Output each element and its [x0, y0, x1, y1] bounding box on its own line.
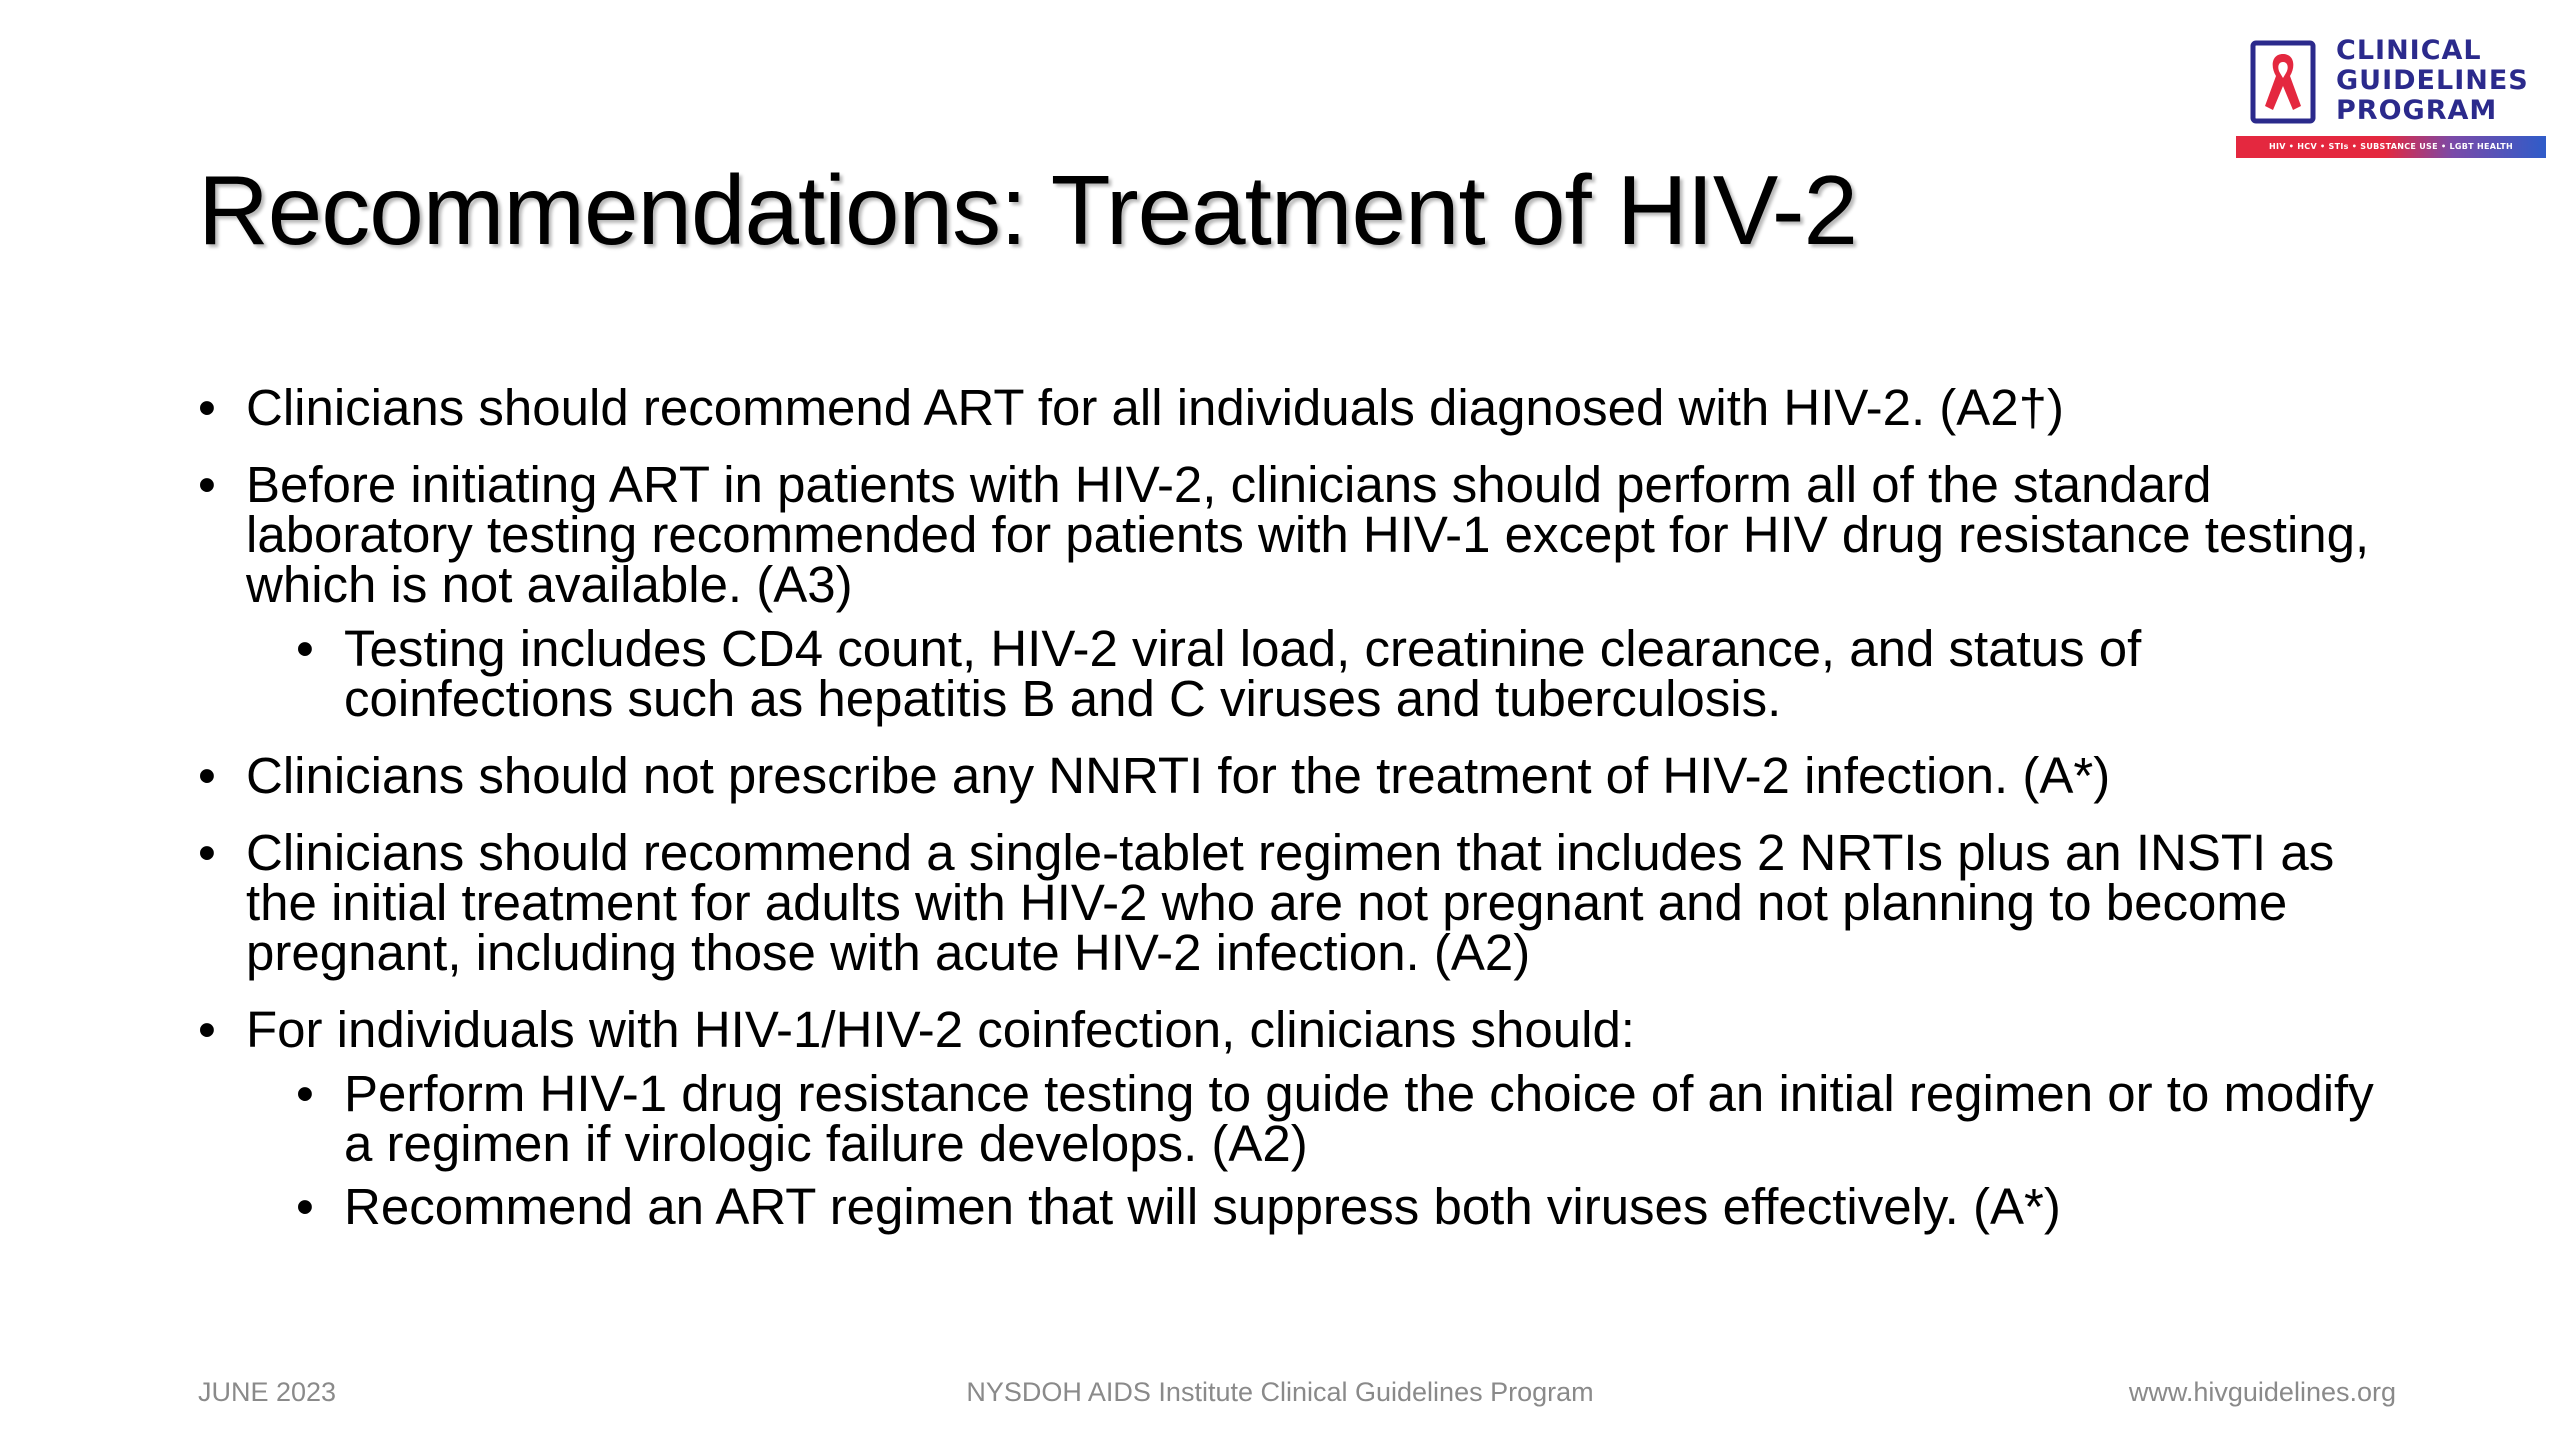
- slide-title: Recommendations: Treatment of HIV-2: [198, 155, 1857, 265]
- bullet-list: [198, 379, 2378, 1259]
- bullet-glyph: •: [198, 824, 216, 881]
- sub-bullet-text: Perform HIV-1 drug resistance testing to guide the choice of an initial regimen or to modify a regimen if virologic failure develops. (A2): [344, 1065, 2374, 1172]
- logo-line-clinical: CLINICAL: [2336, 35, 2482, 66]
- logo-tagline-bar: HIV • HCV • STIs • SUBSTANCE USE • LGBT HEALTH: [2236, 136, 2546, 158]
- logo-line-program: PROGRAM: [2336, 95, 2498, 126]
- sub-bullet-item: [296, 1065, 2378, 1172]
- bullet-glyph: •: [296, 1065, 314, 1122]
- bullet-text: Before initiating ART in patients with HIV-2, clinicians should perform all of the standard laboratory testing recommended for patients with HIV-1 except for HIV drug resistance testing, which is not available. (A3): [246, 456, 2370, 613]
- bullet-item: [198, 379, 2378, 436]
- bullet-glyph: •: [198, 747, 216, 804]
- bullet-item: [198, 824, 2378, 981]
- clinical-guidelines-program-logo: [2236, 36, 2546, 162]
- bullet-text: Clinicians should recommend ART for all individuals diagnosed with HIV-2. (A2†): [246, 379, 2065, 436]
- bullet-item: [198, 1001, 2378, 1058]
- logo-wordmark: [2336, 36, 2546, 126]
- bullet-text: Clinicians should recommend a single-tablet regimen that includes 2 NRTIs plus an INSTI as the initial treatment for adults with HIV-2 who are not pregnant and not planning to become pregnant, including those with acute HIV-2 infection. (A2): [246, 824, 2335, 981]
- bullet-item: [198, 747, 2378, 804]
- sub-bullet-text: Recommend an ART regimen that will suppress both viruses effectively. (A*): [344, 1178, 2061, 1235]
- sub-bullet-item: [296, 620, 2378, 727]
- red-ribbon-icon: [2250, 40, 2316, 124]
- bullet-glyph: •: [198, 1001, 216, 1058]
- sub-bullet-item: [296, 1178, 2378, 1235]
- logo-line-guidelines: GUIDELINES: [2336, 65, 2529, 96]
- bullet-glyph: •: [296, 620, 314, 677]
- bullet-item: [198, 456, 2378, 613]
- bullet-glyph: •: [296, 1178, 314, 1235]
- bullet-text: Clinicians should not prescribe any NNRTI for the treatment of HIV-2 infection. (A*): [246, 747, 2111, 804]
- bullet-text: For individuals with HIV-1/HIV-2 coinfection, clinicians should:: [246, 1001, 1635, 1058]
- footer-website: www.hivguidelines.org: [2128, 1377, 2396, 1407]
- sub-bullet-text: Testing includes CD4 count, HIV-2 viral load, creatinine clearance, and status of coinfections such as hepatitis B and C viruses and tuberculosis.: [344, 620, 2142, 727]
- footer-date: JUNE 2023: [198, 1377, 337, 1407]
- bullet-glyph: •: [198, 379, 216, 436]
- footer-program-name: NYSDOH AIDS Institute Clinical Guidelines Program: [966, 1377, 1594, 1407]
- bullet-glyph: •: [198, 456, 216, 513]
